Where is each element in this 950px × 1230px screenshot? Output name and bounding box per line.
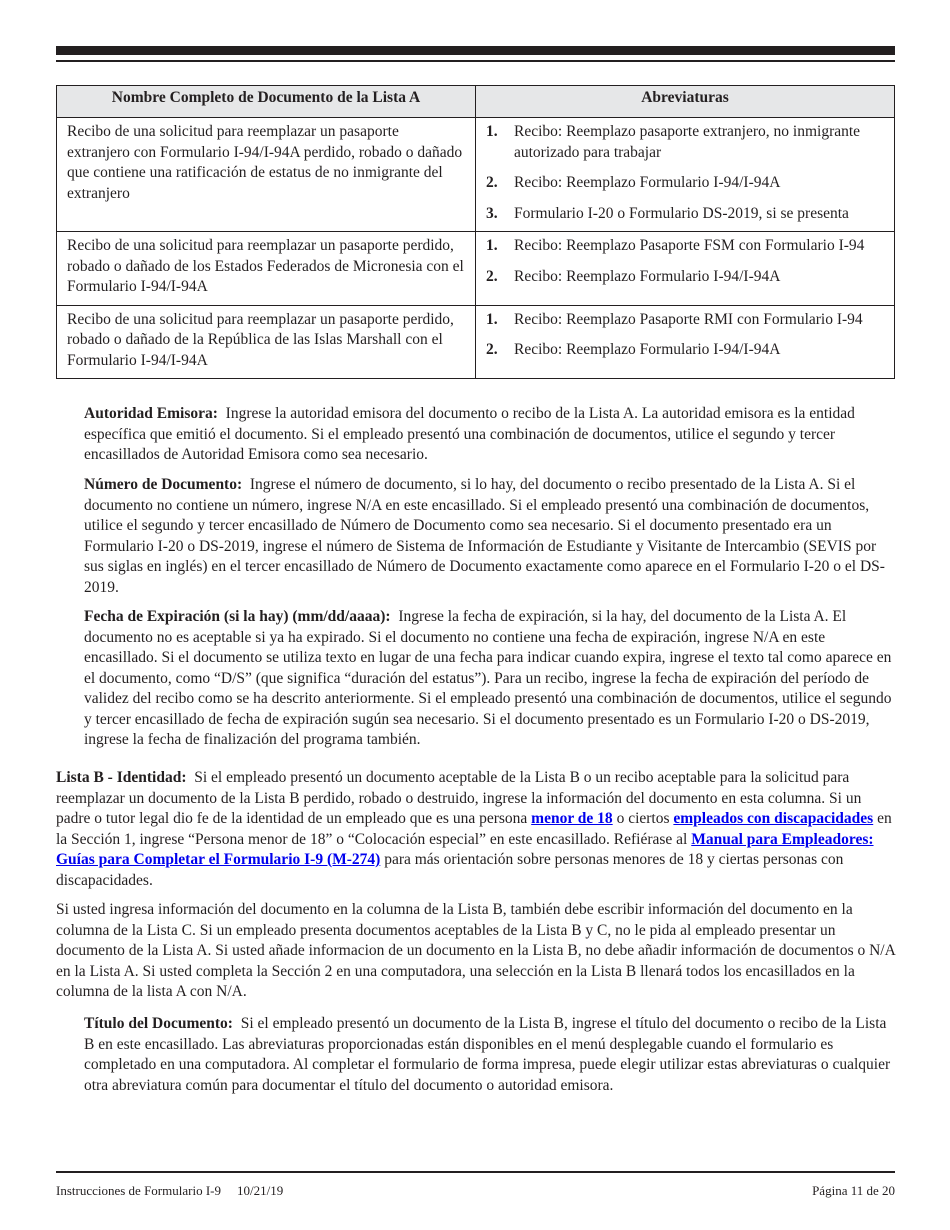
column-header-document-name: Nombre Completo de Documento de la Lista A [57, 86, 476, 118]
document-name-cell: Recibo de una solicitud para reemplazar un pasaporte perdido, robado o dañado de los Estados Federados de Micronesia con el Formulario I-94/I-94A [57, 232, 476, 306]
list-b-identity-paragraph [56, 768, 895, 891]
item-number: 1. [486, 123, 498, 140]
issuing-authority-label: Autoridad Emisora: [84, 405, 218, 422]
document-number-paragraph [84, 475, 895, 598]
employees-with-disabilities-link[interactable]: empleados con discapacidades [673, 810, 874, 827]
list-b-text-2: o ciertos [616, 810, 670, 827]
abbreviation-item [486, 173, 884, 194]
footer-form-date: 10/21/19 [236, 1183, 284, 1198]
expiration-date-text: Ingrese la fecha de expiración, si la hay, del documento de la Lista A. El documento no es aceptable si ya ha expirado. Si el documento no contiene una fecha de expiración, ingrese N/A en este encasillado. Si el documento se utiliza texto en lugar de una fecha para indicar cuando expira, ingrese el texto tal como aparece en el documento, como “D/S” (que significa “duración del estatus”). Para un recibo, ingrese la fecha de expiración del período de validez del recibo como se ha descrito anteriormente. Si el empleado presentó una combinación de documentos, utilice el segundo y tercer encasillado de fecha de expiración sugún sea necesario. Si el documento presentado es un Formulario I-20 o DS-2019, ingrese la fecha de finalización del programa también. [84, 608, 892, 748]
table-row [57, 305, 895, 379]
abbreviation-item [486, 340, 884, 361]
issuing-authority-paragraph [84, 404, 895, 466]
document-title-paragraph [84, 1014, 895, 1096]
footer-page-number: Página 11 de 20 [812, 1183, 895, 1198]
item-number: 2. [486, 341, 498, 358]
document-title-label: Título del Documento: [84, 1015, 233, 1032]
footer-rule [56, 1171, 895, 1173]
item-text: Recibo: Reemplazo pasaporte extranjero, no inmigrante autorizado para trabajar [514, 123, 861, 161]
item-text: Recibo: Reemplazo Formulario I-94/I-94A [514, 267, 781, 285]
abbreviation-list [486, 236, 884, 287]
document-name-cell: Recibo de una solicitud para reemplazar un pasaporte extranjero con Formulario I-94/I-94A perdido, robado o dañado que contiene una ratificación de estatus de no inmigrante del extranjero [57, 118, 476, 232]
header-rule-thin [56, 60, 895, 62]
abbreviation-item [486, 236, 884, 257]
expiration-date-label: Fecha de Expiración (si la hay) (mm/dd/aaaa): [84, 608, 391, 625]
header-rule-thick [56, 46, 895, 55]
item-number: 2. [486, 174, 498, 191]
abbreviation-list [486, 310, 884, 361]
list-b-text-1: Si el empleado presentó un documento aceptable de la Lista B o un recibo aceptable para la solicitud para reemplazar un documento de la Lista B perdido, robado o destruido, ingrese la información del documento en esta columna. Si un padre o tutor legal dio fe de la identidad de un empleado que es una persona [56, 769, 862, 827]
item-text: Recibo: Reemplazo Formulario I-94/I-94A [514, 174, 781, 191]
abbreviations-cell [476, 118, 895, 232]
item-number: 2. [486, 267, 498, 285]
minor-under-18-link[interactable]: menor de 18 [531, 810, 613, 827]
item-text: Recibo: Reemplazo Pasaporte RMI con Formulario I-94 [514, 310, 863, 328]
column-header-abbreviations: Abreviaturas [476, 86, 895, 118]
list-b-text-3: en la Sección 1, ingrese “Persona menor de 18” o “Colocación especial” en este encasillado. Refiérase al [56, 810, 892, 848]
list-a-documents-table [56, 85, 895, 379]
list-b-label: Lista B - Identidad: [56, 769, 187, 786]
table-row [57, 118, 895, 232]
abbreviations-cell [476, 305, 895, 379]
m274-handbook-link[interactable]: Manual para Empleadores: Guías para Completar el Formulario I-9 (M-274) [56, 830, 874, 868]
document-number-text: Ingrese el número de documento, si lo hay, del documento o recibo presentado de la Lista A. Si el documento no contiene un número, ingrese N/A en este encasillado. Si el empleado presentó una combinación de documentos, utilice el segundo y tercer encasillado de Número de Documento como sea necesario. Si el documento presentado era un Formulario I-20 o DS-2019, ingrese el número de Sistema de Información de Estudiante y Visitante de Intercambio (SEVIS por sus siglas en inglés) en el tercer encasillado de Número de Documento exactamente como aparece en el Formulario I-20 o el DS-2019. [84, 476, 885, 596]
table-header-row [57, 86, 895, 118]
expiration-date-paragraph [84, 607, 895, 751]
abbreviations-cell [476, 232, 895, 306]
abbreviation-item [486, 204, 884, 225]
abbreviation-list [486, 122, 884, 224]
document-title-text: Si el empleado presentó un documento de la Lista B, ingrese el título del documento o recibo de la Lista B en este encasillado. Las abreviaturas proporcionadas están disponibles en el menú desplegable cuando el formulario es completado en una computadora. Al completar el formulario de forma impresa, puede elegir utilizar estas abreviaturas o cualquier otra abreviatura común para documentar el título del documento o autoridad emisora. [84, 1015, 891, 1094]
item-text: Recibo: Reemplazo Pasaporte FSM con Formulario I-94 [514, 237, 865, 254]
footer-form-info [56, 1183, 283, 1199]
abbreviation-item [486, 267, 884, 288]
item-text: Formulario I-20 o Formulario DS-2019, si se presenta [514, 204, 849, 222]
item-number: 1. [486, 237, 498, 254]
abbreviation-item [486, 122, 884, 163]
footer-form-name: Instrucciones de Formulario I-9 [56, 1183, 221, 1198]
issuing-authority-text: Ingrese la autoridad emisora del documento o recibo de la Lista A. La autoridad emisora es la entidad específica que emitió el documento. Si el empleado presentó una combinación de documentos, utilice el segundo y tercer encasillados de Autoridad Emisora como sea necesario. [84, 405, 855, 463]
document-number-label: Número de Documento: [84, 476, 243, 493]
list-b-instructions-paragraph: Si usted ingresa información del documento en la columna de la Lista B, también debe escribir información del documento en la columna de la Lista C. Si un empleado presenta documentos aceptables de la Lista B y C, no le pida al empleado presentar un documento de la Lista A. Si usted añade informacion de un documento en la Lista B, no debe añadir información de documentos o N/A en la Lista A. Si usted completa la Sección 2 en una computadora, una selección en la Lista B llenará todos los encasillados en la columna de la lista A con N/A. [56, 901, 895, 1000]
item-number: 1. [486, 310, 498, 328]
list-b-text-4: para más orientación sobre personas menores de 18 y ciertas personas con discapacidades. [56, 851, 844, 889]
table-row [57, 232, 895, 306]
document-name-cell: Recibo de una solicitud para reemplazar un pasaporte perdido, robado o dañado de la República de las Islas Marshall con el Formulario I-94/I-94A [57, 305, 476, 379]
item-number: 3. [486, 204, 498, 222]
item-text: Recibo: Reemplazo Formulario I-94/I-94A [514, 341, 781, 358]
abbreviation-item [486, 310, 884, 331]
